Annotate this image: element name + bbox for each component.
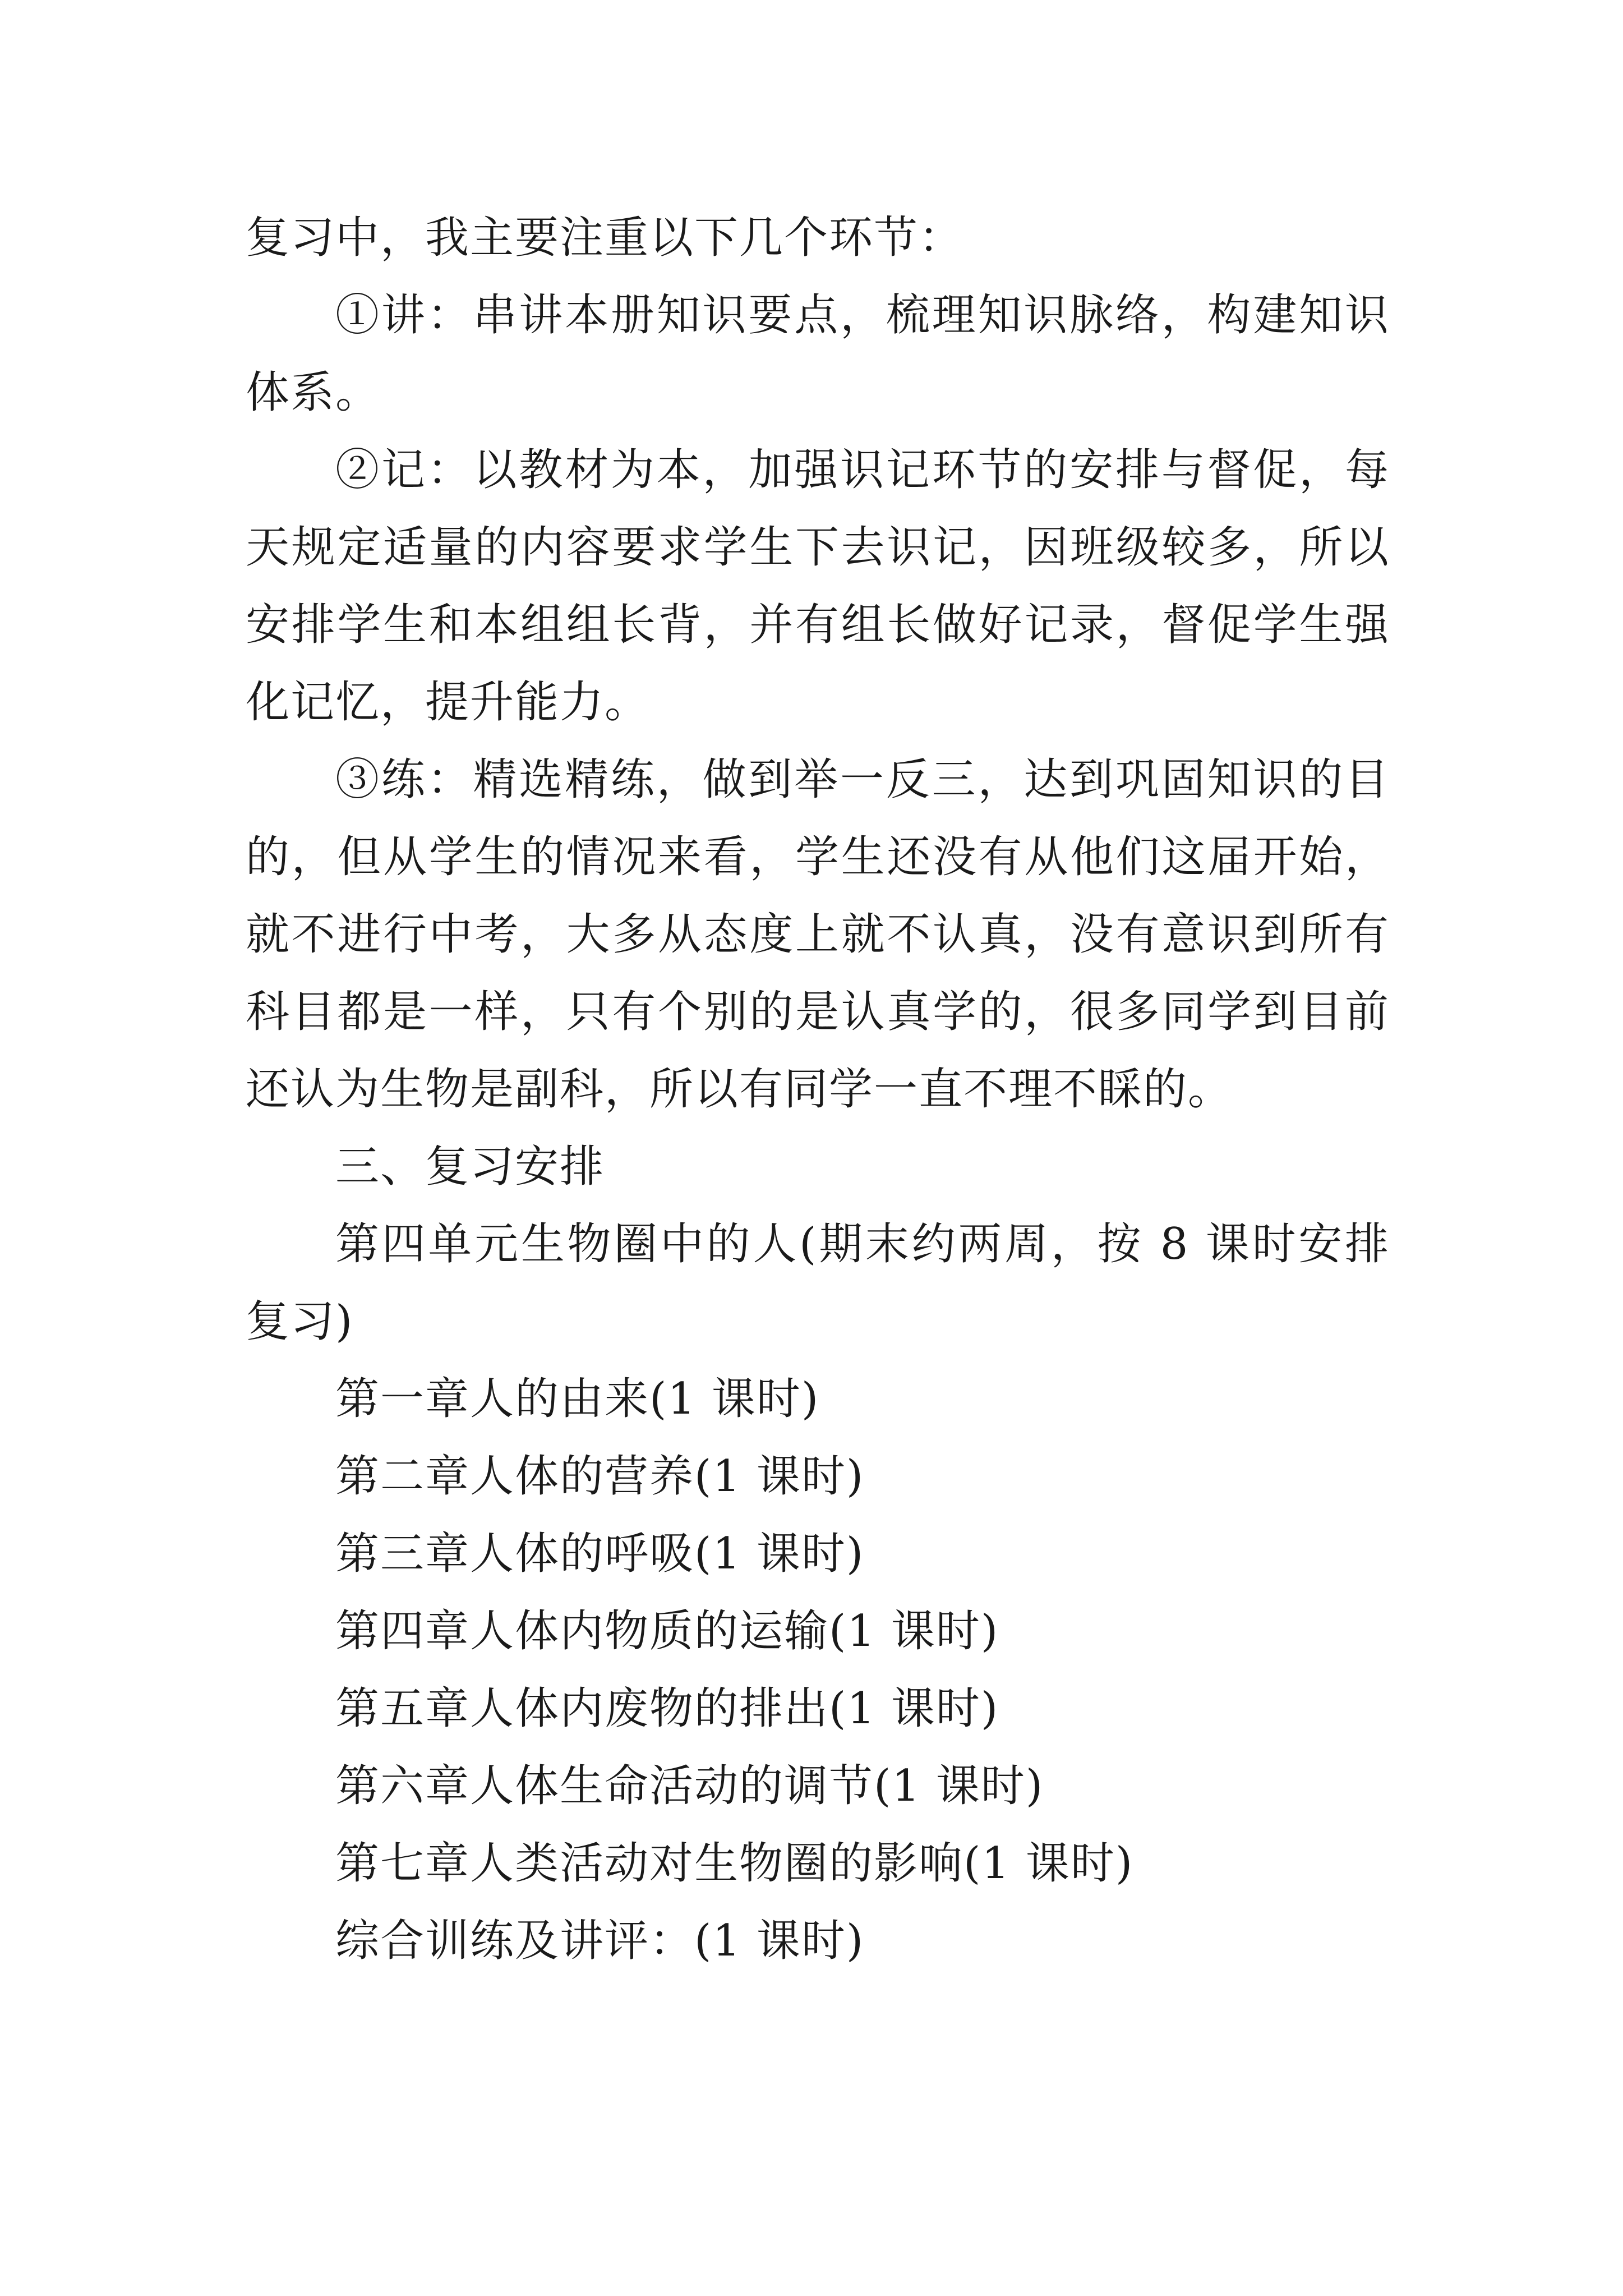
- list-item: 第二章人体的营养(1 课时): [335, 1451, 865, 1502]
- paragraph-jiang: ①讲：串讲本册知识要点，梳理知识脉络，构建知识体系。: [246, 290, 1390, 418]
- list-item: 第三章人体的呼吸(1 课时): [335, 1529, 865, 1579]
- list-item: 第一章人的由来(1 课时): [335, 1374, 820, 1424]
- paragraph-unit4: 第四单元生物圈中的人(期末约两周，按 8 课时安排复习): [246, 1219, 1390, 1347]
- section-heading: 三、复习安排: [335, 1142, 605, 1192]
- document-body: [246, 199, 1390, 1980]
- list-item: 第六章人体生命活动的调节(1 课时): [335, 1761, 1044, 1811]
- list-item: 第七章人类活动对生物圈的影响(1 课时): [335, 1838, 1134, 1889]
- list-item: 综合训练及讲评：(1 课时): [335, 1916, 865, 1966]
- list-item: 第五章人体内废物的排出(1 课时): [335, 1683, 999, 1734]
- schedule-list: [246, 1360, 1390, 1980]
- paragraph-ji: ②记：以教材为本，加强识记环节的安排与督促，每天规定适量的内容要求学生下去识记，因班级较多，所以安排学生和本组组长背，并有组长做好记录，督促学生强化记忆，提升能力。: [246, 445, 1390, 728]
- paragraph-lian: ③练：精选精练，做到举一反三，达到巩固知识的目的，但从学生的情况来看，学生还没有从他们这届开始，就不进行中考，大多从态度上就不认真，没有意识到所有科目都是一样，只有个别的是认真学的，很多同学到目前还认为生物是副科，所以有同学一直不理不睬的。: [246, 754, 1390, 1115]
- paragraph-intro: 复习中，我主要注重以下几个环节：: [246, 213, 964, 263]
- list-item: 第四章人体内物质的运输(1 课时): [335, 1606, 999, 1657]
